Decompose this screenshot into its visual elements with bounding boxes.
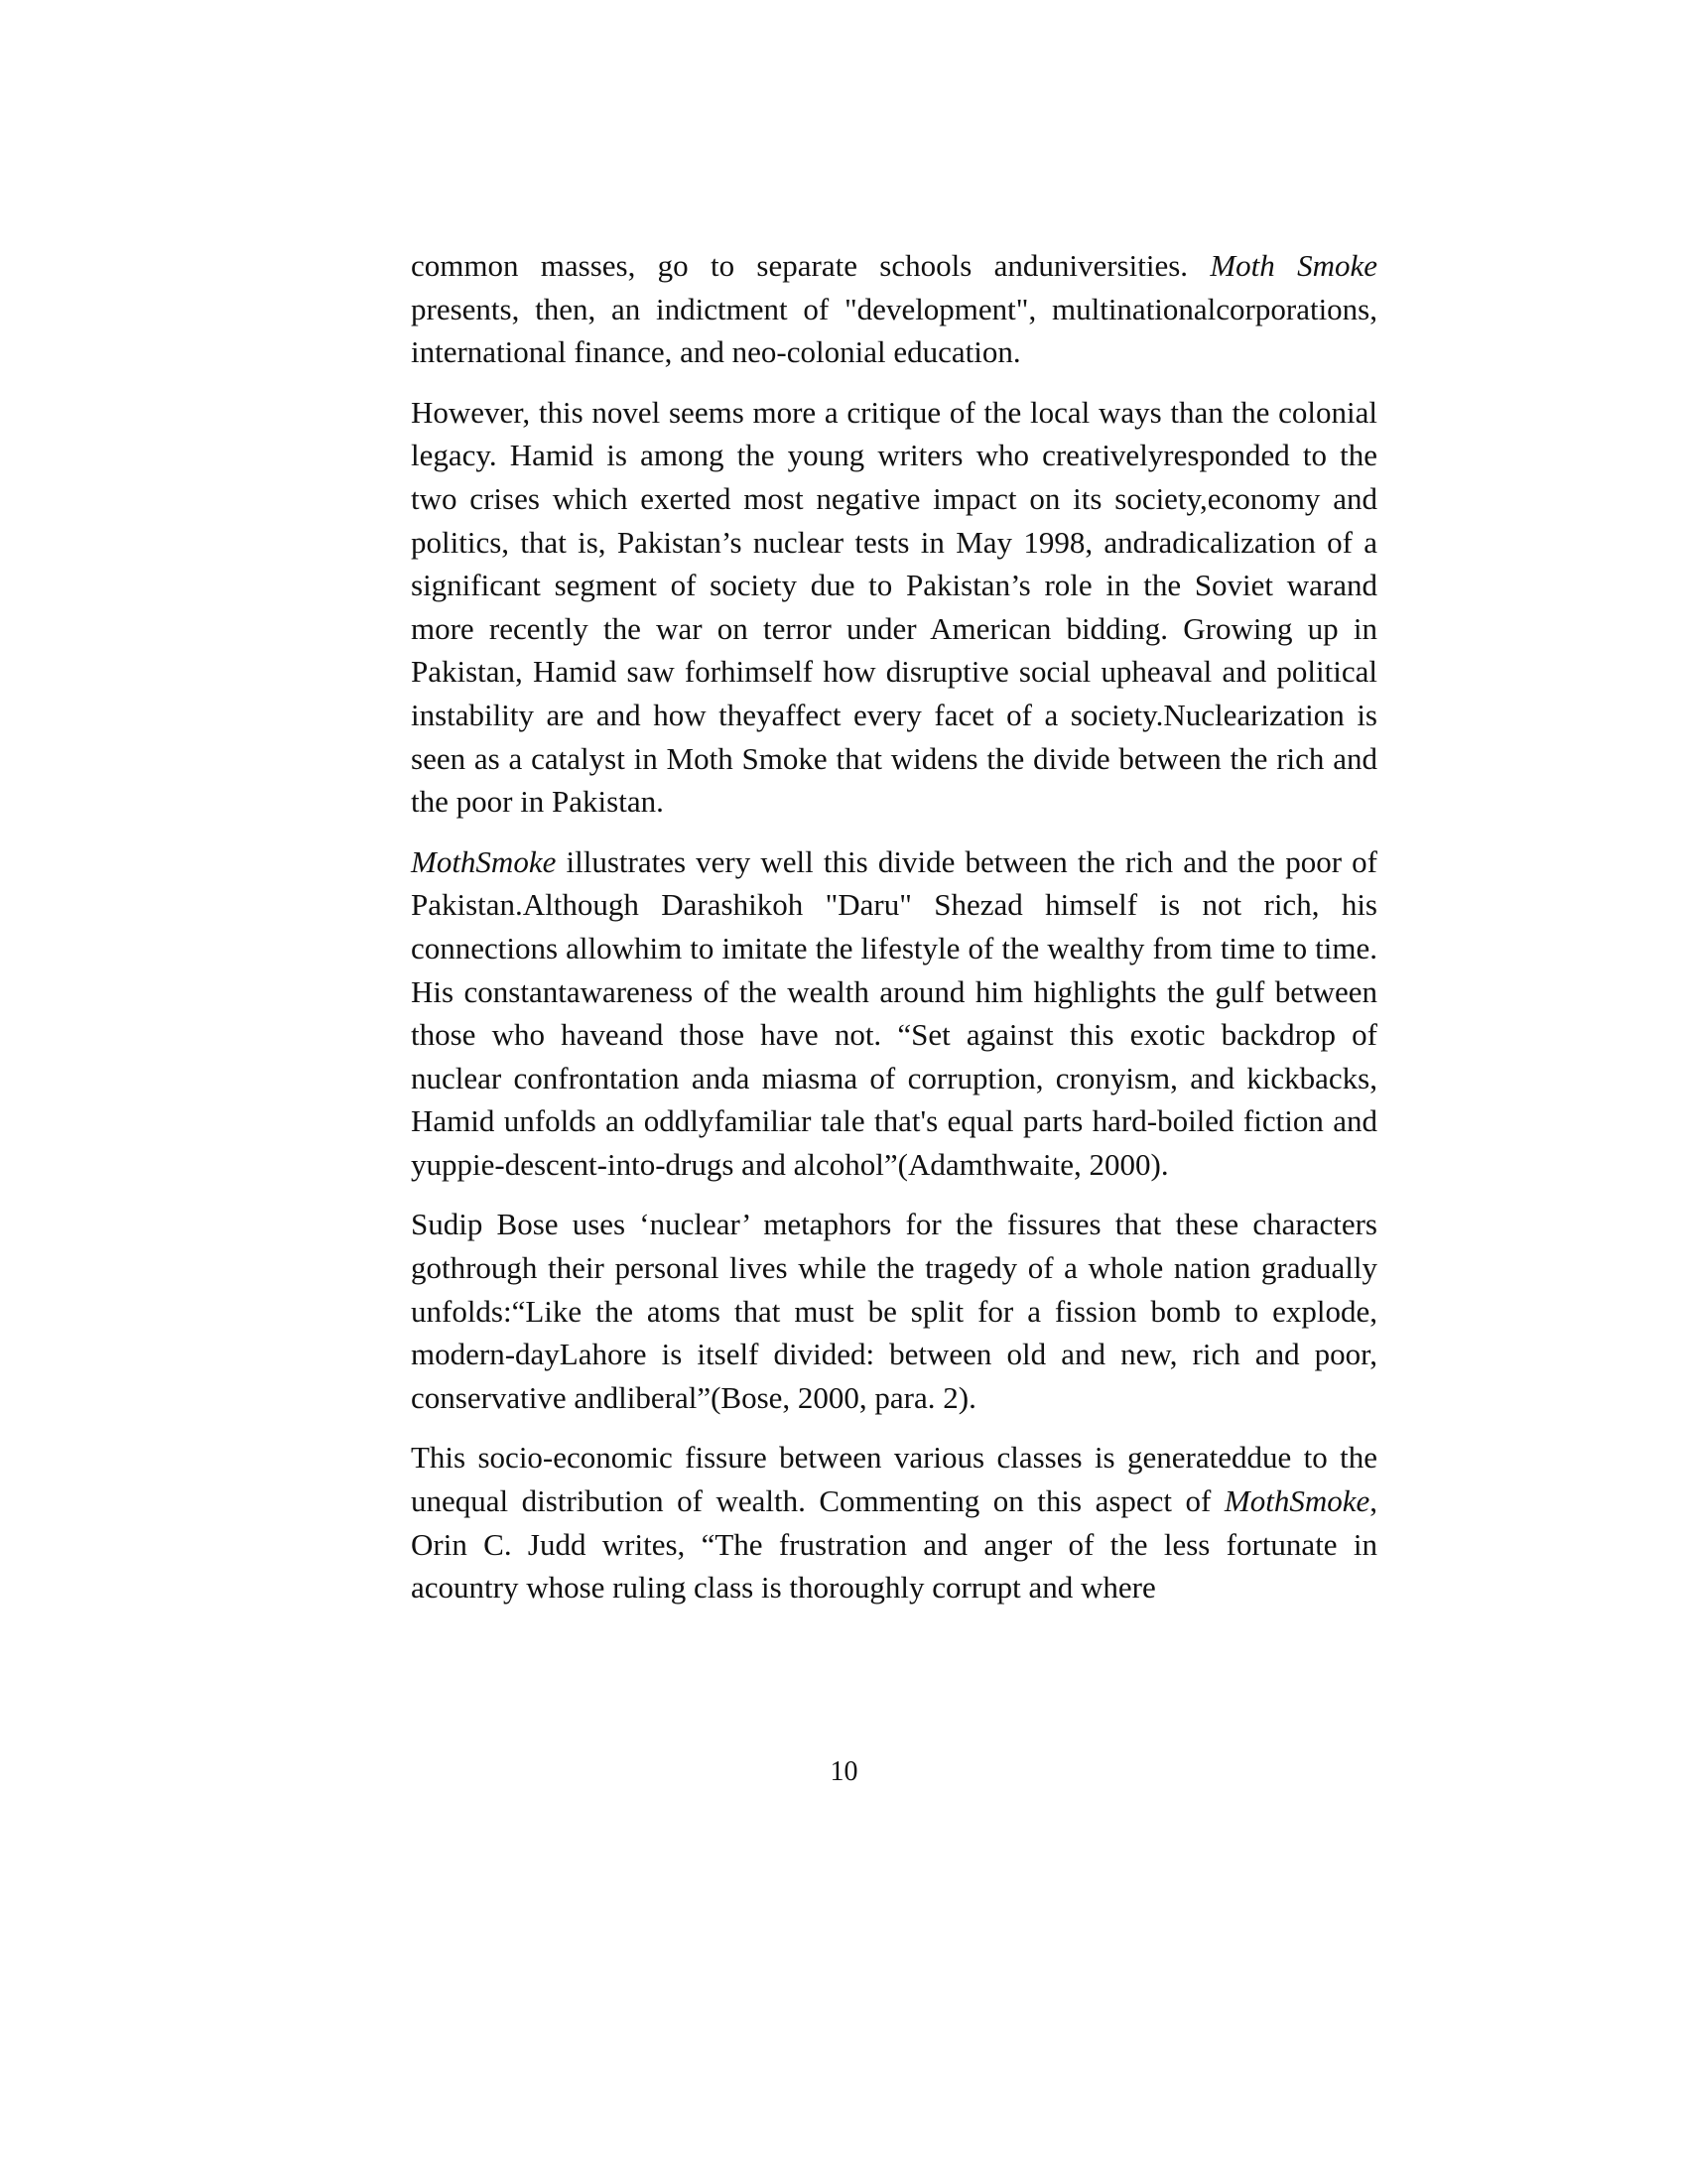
page-number: 10 — [830, 1756, 858, 1787]
paragraph-1-segment-3: presents, then, an indictment of "development", multinationalcorporations, international finance, and neo-colonial education. — [411, 291, 1377, 370]
paragraph-1 — [411, 244, 1377, 374]
paragraph-5-segment-3: , Orin C. Judd writes, “The frustration and anger of the less fortunate in acountry whose ruling class is thoroughly corrupt and where — [411, 1483, 1377, 1606]
paragraph-5-title-mothsmoke: MothSmoke — [1224, 1483, 1370, 1519]
paragraph-5-segment-1: This socio-economic fissure between various classes is generateddue to the unequal distribution of wealth. Commenting on this aspect of — [411, 1440, 1377, 1519]
paragraph-3-segment-2: illustrates very well this divide between the rich and the poor of Pakistan.Although Darashikoh "Daru" Shezad himself is not rich, his connections allowhim to imitate the lifestyle of the wealthy from time to time. His constantawareness of the wealth around him highlights the gulf between those who haveand those have not. “Set against this exotic backdrop of nuclear confrontation anda miasma of corruption, cronyism, and kickbacks, Hamid unfolds an oddlyfamiliar tale that's equal parts hard-boiled fiction and yuppie-descent-into-drugs and alcohol”(Adamthwaite, 2000). — [411, 843, 1377, 1182]
paragraph-5 — [411, 1436, 1377, 1608]
paragraph-1-segment-1: common masses, go to separate schools anduniversities. — [411, 248, 1211, 283]
paragraph-4 — [411, 1203, 1377, 1419]
paragraph-3 — [411, 840, 1377, 1187]
paragraph-2-segment-1: However, this novel seems more a critique of the local ways than the colonial legacy. Hamid is among the young writers who creativelyresponded to the two crises which exerted most negative impact on its society,economy and politics, that is, Pakistan’s nuclear tests in May 1998, andradicalization of a significant segment of society due to Pakistan’s role in the Soviet warand more recently the war on terror under American bidding. Growing up in Pakistan, Hamid saw forhimself how disruptive social upheaval and political instability are and how theyaffect every facet of a society.Nuclearization is seen as a catalyst in Moth Smoke that widens the divide between the rich and the poor in Pakistan. — [411, 394, 1377, 820]
paragraph-3-title-mothsmoke: MothSmoke — [411, 843, 557, 879]
body-text — [411, 244, 1377, 1626]
paragraph-1-title-moth-smoke: Moth Smoke — [1210, 248, 1377, 283]
paragraph-2 — [411, 391, 1377, 824]
paragraph-4-segment-1: Sudip Bose uses ‘nuclear’ metaphors for the fissures that these characters gothrough their personal lives while the tragedy of a whole nation gradually unfolds:“Like the atoms that must be split for a fission bomb to explode, modern-dayLahore is itself divided: between old and new, rich and poor, conservative andliberal”(Bose, 2000, para. 2). — [411, 1207, 1377, 1415]
